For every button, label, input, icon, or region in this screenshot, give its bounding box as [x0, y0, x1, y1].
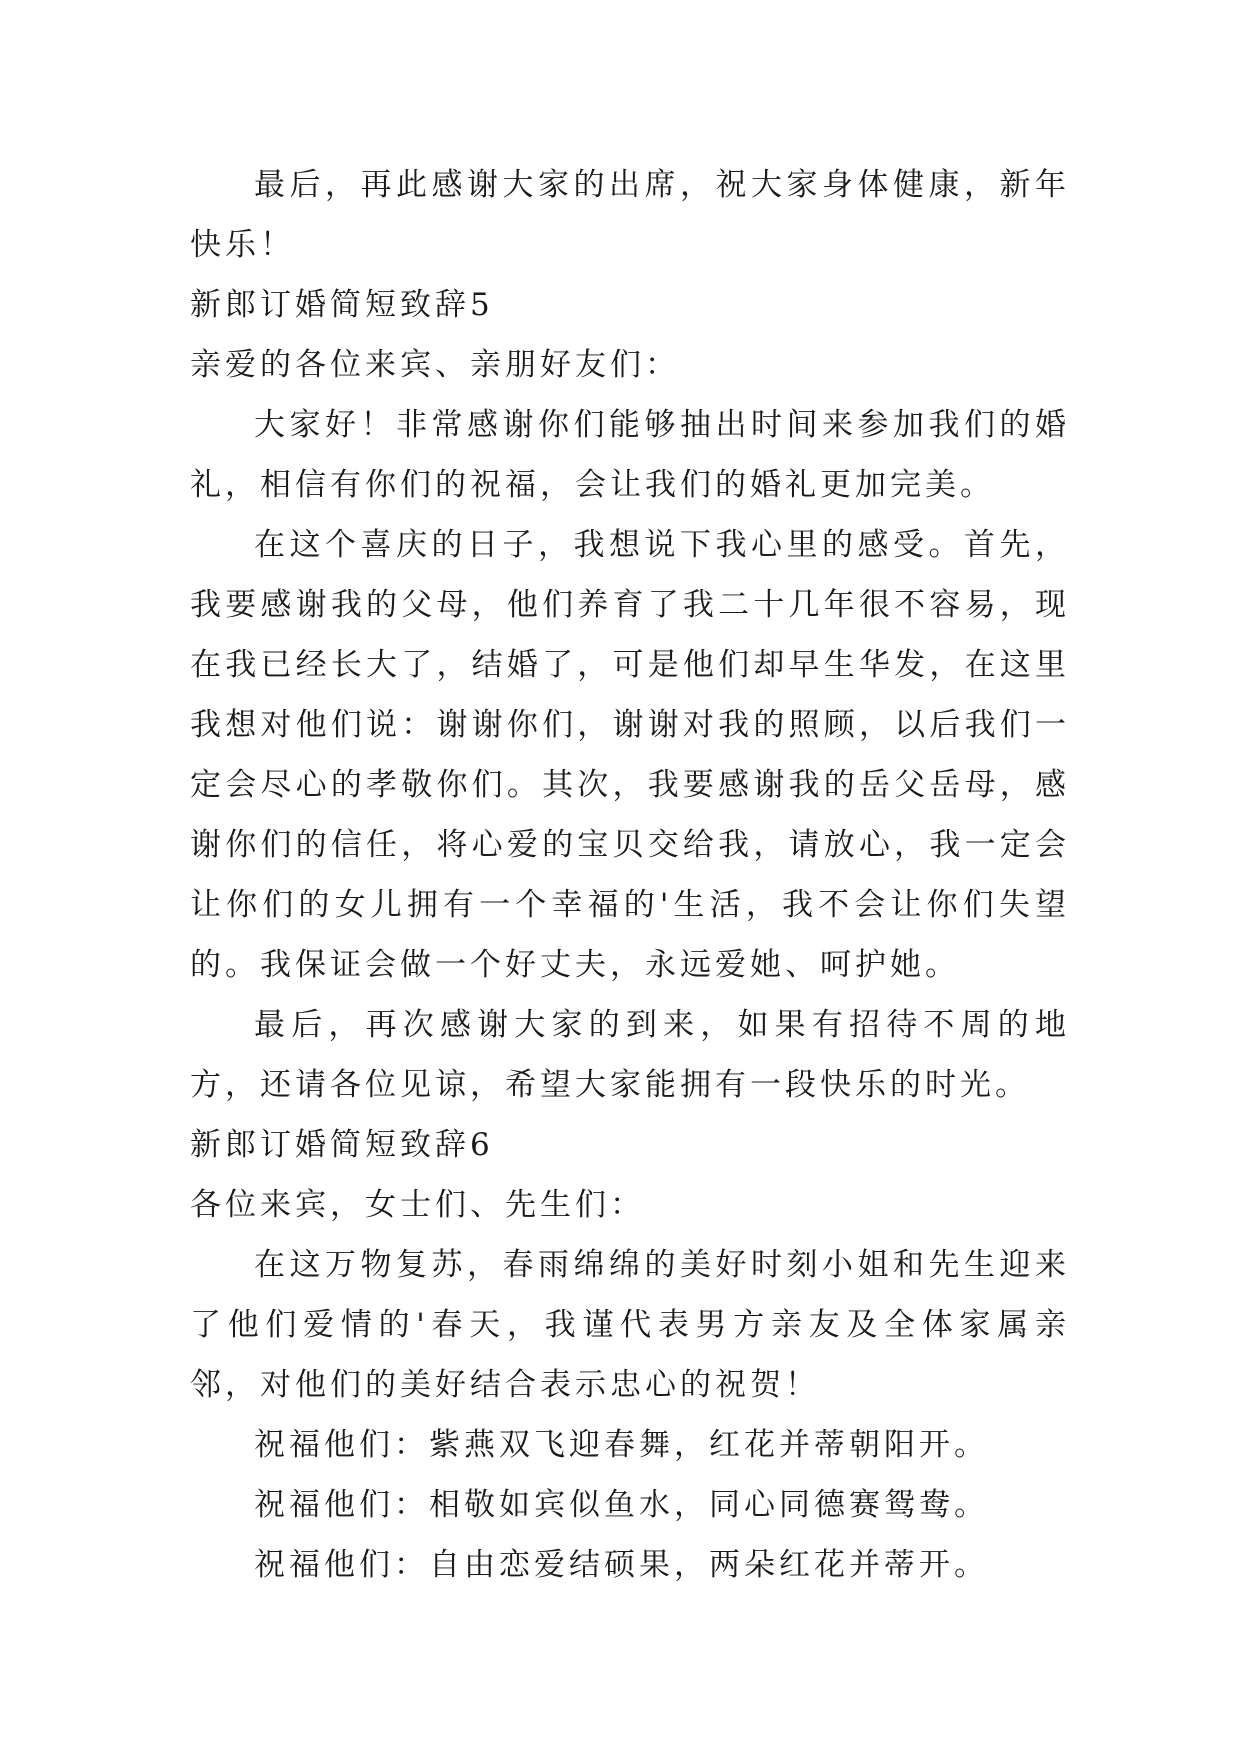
blessing-line-1: 祝福他们：紫燕双飞迎春舞，红花并蒂朝阳开。	[254, 1427, 989, 1463]
paragraph-closing-thanks: 最后，再此感谢大家的出席，祝大家身体健康，新年快乐！	[190, 167, 1070, 263]
salutation-5: 亲爱的各位来宾、亲朋好友们：	[190, 347, 680, 383]
paragraph-spring: 在这万物复苏，春雨绵绵的美好时刻小姐和先生迎来了他们爱情的'春天，我谨代表男方亲友及全体家属亲邻，对他们的美好结合表示忠心的祝贺！	[190, 1247, 1070, 1403]
section-heading-6: 新郎订婚简短致辞6	[190, 1127, 494, 1163]
paragraph-final-thanks: 最后，再次感谢大家的到来，如果有招待不周的地方，还请各位见谅，希望大家能拥有一段快乐的时光。	[190, 1007, 1070, 1103]
blessing-line-2: 祝福他们：相敬如宾似鱼水，同心同德赛鸳鸯。	[254, 1487, 989, 1523]
blessing-line-3: 祝福他们：自由恋爱结硕果，两朵红花并蒂开。	[254, 1547, 989, 1583]
salutation-6: 各位来宾，女士们、先生们：	[190, 1187, 645, 1223]
paragraph-feelings: 在这个喜庆的日子，我想说下我心里的感受。首先，我要感谢我的父母，他们养育了我二十几年很不容易，现在我已经长大了，结婚了，可是他们却早生华发，在这里我想对他们说：谢谢你们，谢谢对我的照顾，以后我们一定会尽心的孝敬你们。其次，我要感谢我的岳父岳母，感谢你们的信任，将心爱的宝贝交给我，请放心，我一定会让你们的女儿拥有一个幸福的'生活，我不会让你们失望的。我保证会做一个好丈夫，永远爱她、呵护她。	[190, 527, 1070, 983]
section-heading-5: 新郎订婚简短致辞5	[190, 287, 494, 323]
document-body	[190, 155, 1070, 1595]
paragraph-greeting: 大家好！非常感谢你们能够抽出时间来参加我们的婚礼，相信有你们的祝福，会让我们的婚礼更加完美。	[190, 407, 1070, 503]
